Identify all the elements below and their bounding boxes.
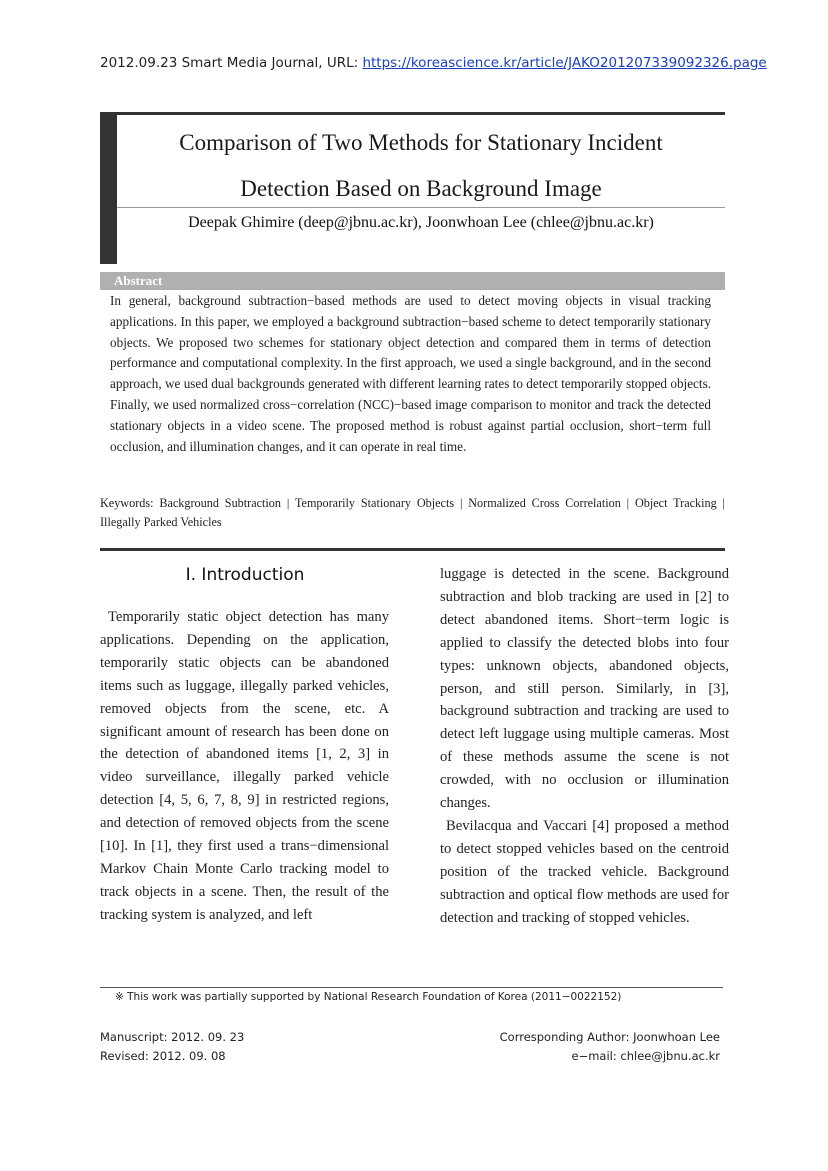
paper-title [117,120,725,212]
citation-text: 2012.09.23 Smart Media Journal, URL: [100,55,363,71]
title-left-bar [100,112,117,264]
authors: Deepak Ghimire (deep@jbnu.ac.kr), Joonwhoan Lee (chlee@jbnu.ac.kr) [188,214,654,231]
title-top-rule [100,112,725,115]
paragraph: Temporarily static object detection has many applications. Depending on the application, temporarily static objects can be abandoned items such as luggage, illegally parked vehicles, removed objects from the scene, etc. A significant amount of research has been done on the detection of abandoned items [1, 2, 3] in video surveillance, illegally parked vehicle detection [4, 5, 6, 7, 8, 9] in restricted regions, and detection of removed objects from the scene [10]. In [1], they first used a trans−dimensional Markov Chain Monte Carlo tracking model to track objects in a scene. Then, the result of the tracking system is analyzed, and left [100,609,389,923]
abstract-text: In general, background subtraction−based methods are used to detect moving objects in visual tracking applications. In this paper, we employed a background subtraction−based scheme to detect temporarily stationary objects. We proposed two schemes for stationary object detection and compared them in terms of detection performance and computational complexity. In the first approach, we used a single background, and in the second approach, we used dual backgrounds generated with different learning rates to detect temporarily stopped objects. Finally, we used normalized cross−correlation (NCC)−based image comparison to monitor and track the detected stationary objects in a video scene. The proposed method is robust against partial occlusion, short−term full occlusion, and illumination changes, and it can operate in real time. [110,293,711,454]
title-line-1: Comparison of Two Methods for Stationary Incident [179,130,663,155]
manuscript-date: Manuscript: 2012. 09. 23 [100,1030,245,1044]
body-column-right [440,563,729,930]
article-url-link[interactable]: https://koreascience.kr/article/JAKO201207339092326.page [362,55,767,71]
corresponding-email: e−mail: chlee@jbnu.ac.kr [571,1049,720,1063]
title-line-2: Detection Based on Background Image [240,176,602,201]
corresponding-name: Corresponding Author: Joonwhoan Lee [499,1030,720,1044]
paragraph: luggage is detected in the scene. Background subtraction and blob tracking are used in [2] to detect abandoned items. Short−term logic is applied to classify the detected blobs into four types: unknown objects, abandoned objects, person, and still person. Similarly, in [3], background subtraction and tracking are used to detect left luggage using multiple cameras. Most of these methods assume the scene is not crowded, with no occlusion or illumination changes. [440,566,729,812]
citation-header [100,55,767,71]
paragraph: Bevilacqua and Vaccari [4] proposed a method to detect stopped vehicles based on the centroid position of the tracked vehicle. Background subtraction and optical flow methods are used for detection and tracking of stopped vehicles. [440,817,729,926]
abstract-heading: Abstract [100,272,725,290]
body-column-left [100,606,389,927]
keywords: Keywords: Background Subtraction | Temporarily Stationary Objects | Normalized Cross Correlation | Object Tracking | Illegally Parked Vehicles [100,496,725,529]
section-heading-introduction: I. Introduction [185,565,305,585]
footnote: ※ This work was partially supported by National Research Foundation of Korea (2011−0022152) [115,991,622,1003]
manuscript-dates [100,1028,244,1066]
corresponding-author [480,1028,720,1066]
revised-date: Revised: 2012. 09. 08 [100,1049,226,1063]
title-separator [117,207,725,208]
section-divider [100,548,725,551]
footnote-rule [100,987,723,988]
title-block [100,112,725,264]
